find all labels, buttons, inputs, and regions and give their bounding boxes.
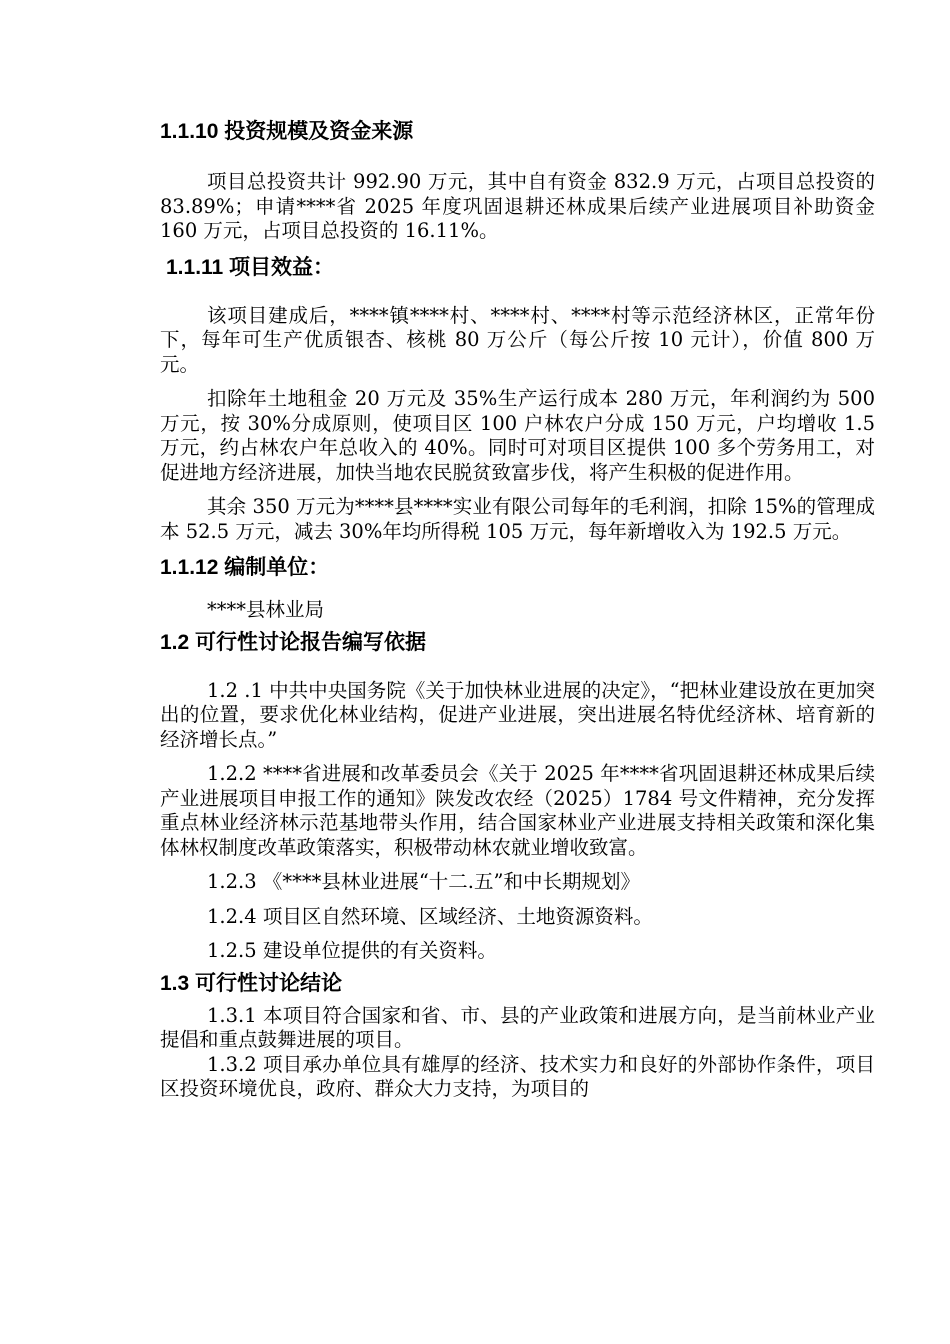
heading-1-2: 1.2 可行性讨论报告编写依据	[160, 630, 427, 654]
paragraph: 项目总投资共计 992.90 万元，其中自有资金 832.9 万元，占项目总投资的 83.89%；申请****省 2025 年度巩固退耕还林成果后续产业进展项目补助资金 160 万元，占项目总投资的 16.11%。	[160, 170, 875, 242]
heading-1-1-11: 1.1.11 项目效益：	[166, 255, 335, 279]
basis-item: 1.2 .1 中共中央国务院《关于加快林业进展的决定》，“把林业建设放在更加突出的位置，要求优化林业结构，促进产业进展，突出进展名特优经济林、培育新的经济增长点。”	[160, 678, 875, 751]
conclusion-item: 1.3.2 项目承办单位具有雄厚的经济、技术实力和良好的外部协作条件，项目区投资环境优良，政府、群众大力支持，为项目的	[160, 1052, 875, 1100]
basis-item: 1.2.5 建设单位提供的有关资料。	[207, 939, 497, 962]
basis-item: 1.2.3 《****县林业进展“十二.五”和中长期规划》	[207, 870, 640, 893]
heading-1-3: 1.3 可行性讨论结论	[160, 971, 343, 995]
compiling-unit: ****县林业局	[207, 598, 325, 621]
basis-item: 1.2.4 项目区自然环境、区域经济、土地资源资料。	[207, 904, 653, 928]
paragraph: 扣除年土地租金 20 万元及 35%生产运行成本 280 万元，年利润约为 500 万元，按 30%分成原则，使项目区 100 户林农户分成 150 万元，户均增收 1.5 万元，约占林农户年总收入的 40%。同时可对项目区提供 100 多个劳务用工，对促进地方经济进展，加快当地农民脱贫致富步伐，将产生积极的促进作用。	[160, 387, 875, 484]
page-content	[160, 118, 875, 1102]
heading-1-1-10: 1.1.10 投资规模及资金来源	[160, 120, 414, 143]
paragraph: 该项目建成后，****镇****村、****村、****村等示范经济林区，正常年份下，每年可生产优质银杏、核桃 80 万公斤（每公斤按 10 元计），价值 800 万元。	[160, 303, 875, 376]
basis-item: 1.2.2 ****省进展和改革委员会《关于 2025 年****省巩固退耕还林成果后续产业进展项目申报工作的通知》陕发改农经（2025）1784 号文件精神，充分发挥重点林业经济林示范基地带头作用，结合国家林业产业进展支持相关政策和深化集体林权制度改革政策落实，积极带动林农就业增收致富。	[160, 762, 875, 859]
heading-1-1-12: 1.1.12 编制单位：	[160, 556, 330, 579]
conclusion-item: 1.3.1 本项目符合国家和省、市、县的产业政策和进展方向，是当前林业产业提倡和重点鼓舞进展的项目。	[160, 1003, 875, 1051]
paragraph: 其余 350 万元为****县****实业有限公司每年的毛利润，扣除 15%的管理成本 52.5 万元，减去 30%年均所得税 105 万元，每年新增收入为 192.5 万元。	[160, 495, 875, 543]
